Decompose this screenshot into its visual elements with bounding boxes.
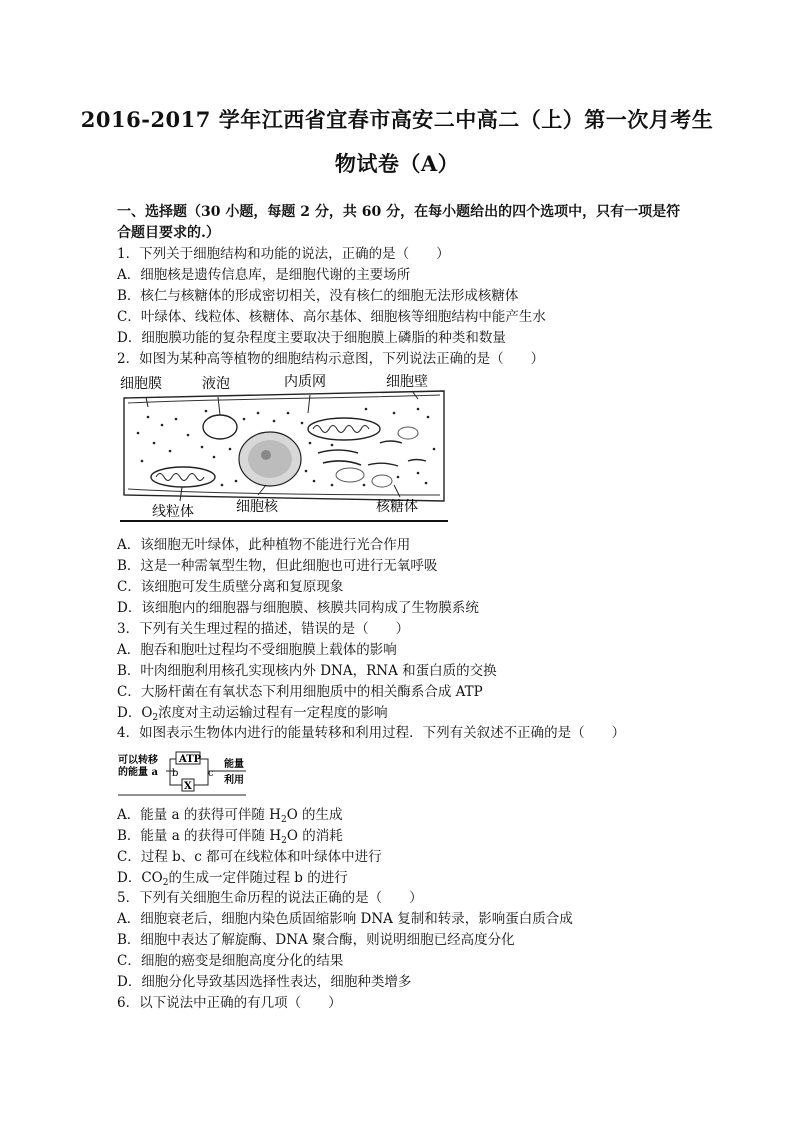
label-mitochondrion: 线粒体 xyxy=(152,504,194,520)
q5-option-b: B．细胞中表达了解旋酶、DNA 聚合酶，则说明细胞已经高度分化 xyxy=(117,932,515,948)
fig4-atp: ATP xyxy=(179,754,202,765)
q3-option-b: B．叶肉细胞利用核孔实现核内外 DNA，RNA 和蛋白质的交换 xyxy=(117,663,497,679)
energy-transfer-diagram xyxy=(118,749,246,797)
q6-stem: 6．以下说法中正确的有几项（ ） xyxy=(117,995,342,1011)
q3-option-d: D．$O_2$浓度对主动运输过程有一定程度的影响 xyxy=(117,705,388,723)
label-nucleus: 细胞核 xyxy=(236,499,278,515)
q2-option-c: C．该细胞可发生质壁分离和复原现象 xyxy=(117,579,344,595)
section-heading: 一、选择题（30 小题，每题 2 分，共 60 分，在每小题给出的四个选项中，只有一项是符合题目要求的.） xyxy=(117,204,681,241)
q1-stem: 1．下列关于细胞结构和功能的说法，正确的是（ ） xyxy=(117,246,450,262)
fig4-label-right1: 能量 xyxy=(224,759,244,770)
q5-option-c: C．细胞的癌变是细胞高度分化的结果 xyxy=(117,953,344,969)
fig4-label-left2: 的能量 a xyxy=(118,767,158,778)
q5-stem: 5．下列有关细胞生命历程的说法正确的是（ ） xyxy=(117,890,423,906)
q3-option-c: C．大肠杆菌在有氧状态下利用细胞质中的相关酶系合成 ATP xyxy=(117,684,483,700)
q4-option-c: C．过程 b、c 都可在线粒体和叶绿体中进行 xyxy=(117,849,382,865)
q1-option-d: D．细胞膜功能的复杂程度主要取决于细胞膜上磷脂的种类和数量 xyxy=(117,330,506,346)
label-vacuole: 液泡 xyxy=(202,376,230,392)
q4-option-a: A．能量 a 的获得可伴随 $H_2O$ 的生成 xyxy=(117,807,343,825)
label-cell-wall: 细胞壁 xyxy=(386,374,428,390)
q4-option-d: D．$CO_2$的生成一定伴随过程 b 的进行 xyxy=(117,870,348,888)
q1-option-c: C．叶绿体、线粒体、核糖体、高尔基体、细胞核等细胞结构中能产生水 xyxy=(117,309,546,325)
label-er: 内质网 xyxy=(284,374,326,390)
q1-option-b: B．核仁与核糖体的形成密切相关，没有核仁的细胞无法形成核糖体 xyxy=(117,288,519,304)
q5-option-a: A．细胞衰老后，细胞内染色质固缩影响 DNA 复制和转录，影响蛋白质合成 xyxy=(117,911,573,927)
q3-stem: 3．下列有关生理过程的描述，错误的是（ ） xyxy=(117,621,410,637)
q2-option-d: D．该细胞内的细胞器与细胞膜、核膜共同构成了生物膜系统 xyxy=(117,600,479,616)
q2-option-a: A．该细胞无叶绿体，此种植物不能进行光合作用 xyxy=(117,537,411,553)
fig4-c: c xyxy=(208,768,214,779)
q1-option-a: A．细胞核是遗传信息库，是细胞代谢的主要场所 xyxy=(117,267,411,283)
q4-option-b: B．能量 a 的获得可伴随 $H_2O$ 的消耗 xyxy=(117,828,343,846)
q2-option-b: B．这是一种需氧型生物，但此细胞也可进行无氧呼吸 xyxy=(117,558,438,574)
exam-title-line1: 2016-2017 学年江西省宜春市高安二中高二（上）第一次月考生 xyxy=(80,107,714,132)
fig4-b: b xyxy=(172,768,179,779)
q5-option-d: D．细胞分化导致基因选择性表达，细胞种类增多 xyxy=(117,974,412,990)
fig4-label-left1: 可以转移 xyxy=(118,755,158,766)
fig4-label-right2: 利用 xyxy=(224,775,244,786)
plant-cell-diagram xyxy=(118,373,450,525)
exam-title-line2: 物试卷（A） xyxy=(334,151,460,176)
q2-stem: 2．如图为某种高等植物的细胞结构示意图，下列说法正确的是（ ） xyxy=(117,351,545,367)
fig4-x: X xyxy=(184,781,192,792)
q4-stem: 4．如图表示生物体内进行的能量转移和利用过程．下列有关叙述不正确的是（ ） xyxy=(117,725,626,741)
label-ribosome: 核糖体 xyxy=(376,499,418,515)
label-cell-membrane: 细胞膜 xyxy=(120,376,162,392)
q3-option-a: A．胞吞和胞吐过程均不受细胞膜上载体的影响 xyxy=(117,642,397,658)
